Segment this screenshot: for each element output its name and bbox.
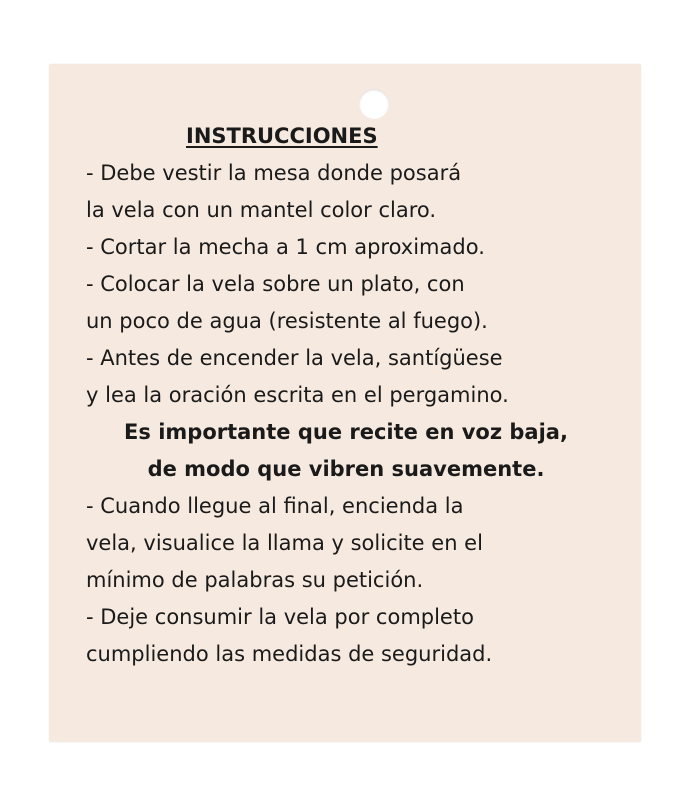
instruction-line-10: mínimo de palabras su petición. [86, 568, 424, 592]
important-line-2: de modo que vibren suavemente. [147, 457, 545, 481]
instructions-text [86, 118, 626, 673]
instruction-line-3: - Cortar la mecha a 1 cm aproximado. [86, 235, 485, 259]
hang-hole [359, 89, 389, 119]
instruction-line-2: la vela con un mantel color claro. [86, 198, 437, 222]
instruction-line-6: - Antes de encender la vela, santígüese [86, 346, 503, 370]
instruction-line-7: y lea la oración escrita en el pergamino. [86, 383, 509, 407]
card-title: INSTRUCCIONES [186, 124, 378, 148]
instruction-line-4: - Colocar la vela sobre un plato, con [86, 272, 465, 296]
instruction-line-1: - Debe vestir la mesa donde posará [86, 161, 462, 185]
instruction-line-8: - Cuando llegue al final, encienda la [86, 494, 464, 518]
important-line-1: Es importante que recite en voz baja, [124, 420, 568, 444]
instruction-line-5: un poco de agua (resistente al fuego). [86, 309, 488, 333]
instruction-line-9: vela, visualice la llama y solicite en el [86, 531, 483, 555]
instruction-line-11: - Deje consumir la vela por completo [86, 605, 474, 629]
instruction-line-12: cumpliendo las medidas de seguridad. [86, 642, 493, 666]
